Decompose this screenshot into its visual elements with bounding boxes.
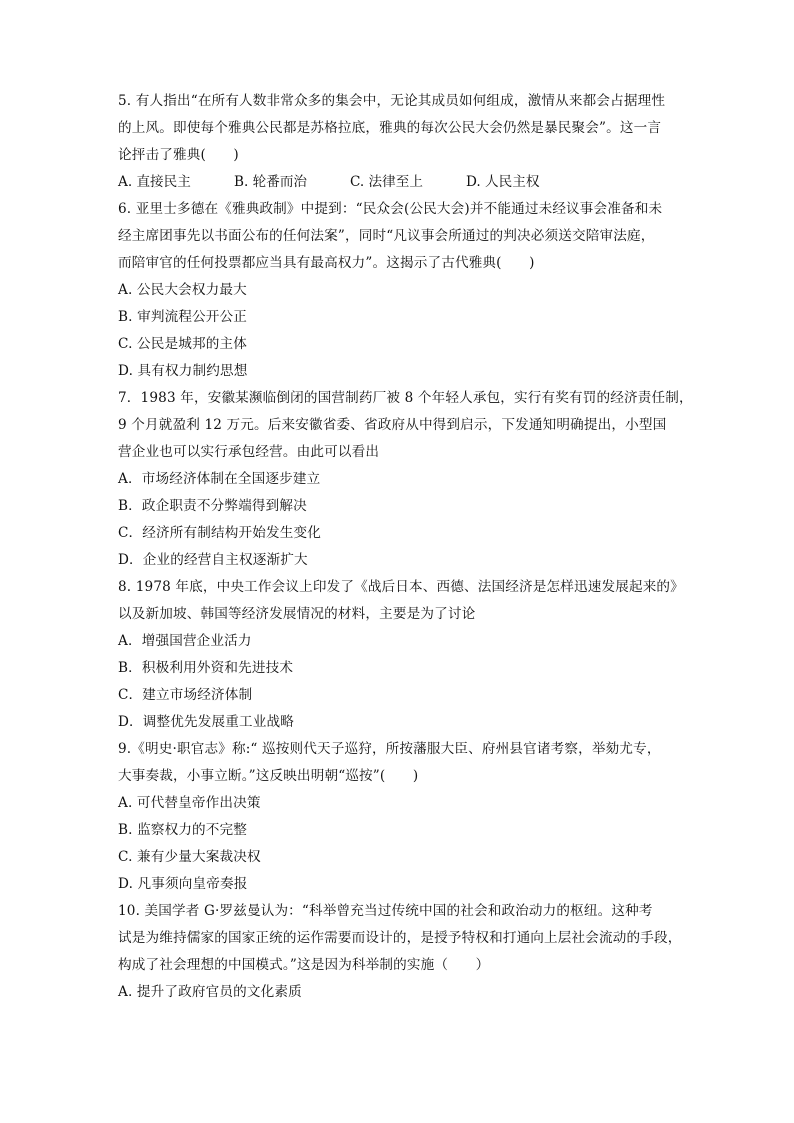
- option-d: D．调整优先发展重工业战略: [118, 714, 294, 730]
- question-stem-line: 经主席团事先以书面公布的任何法案”，同时“凡议事会所通过的判决必须送交陪审法庭，: [118, 228, 655, 244]
- question-stem-line: 5. 有人指出“在所有人数非常众多的集会中，无论其成员如何组成，激情从来都会占据理性: [118, 93, 666, 109]
- options-row: [118, 169, 683, 196]
- question-stem-line: 试是为维持儒家的国家正统的运作需要而设计的，是授予特权和打通向上层社会流动的手段，: [118, 930, 682, 946]
- option-c: C．建立市场经济体制: [118, 687, 253, 703]
- question-6: [118, 196, 683, 385]
- option-b: B. 监察权力的不完整: [118, 822, 248, 838]
- exam-page: [118, 88, 693, 1006]
- option-d: D. 人民主权: [466, 174, 540, 190]
- question-stem-line: 营企业也可以实行承包经营。由此可以看出: [118, 444, 380, 460]
- question-5: [118, 88, 683, 196]
- question-9: [118, 736, 683, 898]
- question-stem-line: 的上风。即使每个雅典公民都是苏格拉底，雅典的每次公民大会仍然是暴民聚会”。这一言: [118, 120, 662, 136]
- question-stem-line: 9.《明史·职官志》称:“ 巡按则代天子巡狩，所按藩服大臣、府州县官诸考察，举劾尤专，: [118, 741, 661, 757]
- question-7: [118, 385, 693, 574]
- option-c: C. 法律至上: [350, 174, 423, 190]
- option-d: D．企业的经营自主权逐渐扩大: [118, 552, 308, 568]
- question-stem-line: 大事奏裁，小事立断。”这反映出明朝“巡按”( ): [118, 768, 419, 784]
- option-a: A．市场经济体制在全国逐步建立: [118, 471, 321, 487]
- question-stem-line: 7．1983 年，安徽某濒临倒闭的国营制药厂被 8 个年轻人承包，实行有奖有罚的经济责任制，: [118, 390, 693, 406]
- question-8: [118, 574, 683, 736]
- option-a: A. 提升了政府官员的文化素质: [118, 984, 302, 1000]
- option-a: A. 直接民主: [118, 174, 191, 190]
- option-c: C. 兼有少量大案裁决权: [118, 849, 261, 865]
- option-a: A．增强国营企业活力: [118, 633, 252, 649]
- question-stem-line: 6. 亚里士多德在《雅典政制》中提到：“民众会(公民大会)并不能通过未经议事会准备和未: [118, 201, 663, 217]
- option-c: C. 公民是城邦的主体: [118, 336, 247, 352]
- question-stem-line: 8. 1978 年底，中央工作会议上印发了《战后日本、西德、法国经济是怎样迅速发展起来的》: [118, 579, 684, 595]
- option-b: B. 审判流程公开公正: [118, 309, 248, 325]
- option-b: B．积极利用外资和先进技术: [118, 660, 294, 676]
- option-a: A. 可代替皇帝作出决策: [118, 795, 261, 811]
- option-b: B．政企职责不分弊端得到解决: [118, 498, 307, 514]
- option-d: D. 凡事须向皇帝奏报: [118, 876, 248, 892]
- question-stem-line: 构成了社会理想的中国模式。”这是因为科举制的实施（ ）: [118, 957, 490, 973]
- question-stem-line: 而陪审官的任何投票都应当具有最高权力”。这揭示了古代雅典( ): [118, 255, 535, 271]
- question-stem-line: 9 个月就盈利 12 万元。后来安徽省委、省政府从中得到启示，下发通知明确提出，小型国: [118, 417, 667, 433]
- option-c: C．经济所有制结构开始发生变化: [118, 525, 321, 541]
- option-d: D. 具有权力制约思想: [118, 363, 248, 379]
- option-b: B. 轮番而治: [234, 174, 308, 190]
- question-stem-line: 以及新加坡、韩国等经济发展情况的材料，主要是为了讨论: [118, 606, 476, 622]
- question-stem-line: 10. 美国学者 G·罗兹曼认为：“科举曾充当过传统中国的社会和政治动力的枢纽。这种考: [118, 903, 653, 919]
- question-10: [118, 898, 683, 1006]
- question-stem-line: 论抨击了雅典( ): [118, 147, 239, 163]
- option-a: A. 公民大会权力最大: [118, 282, 247, 298]
